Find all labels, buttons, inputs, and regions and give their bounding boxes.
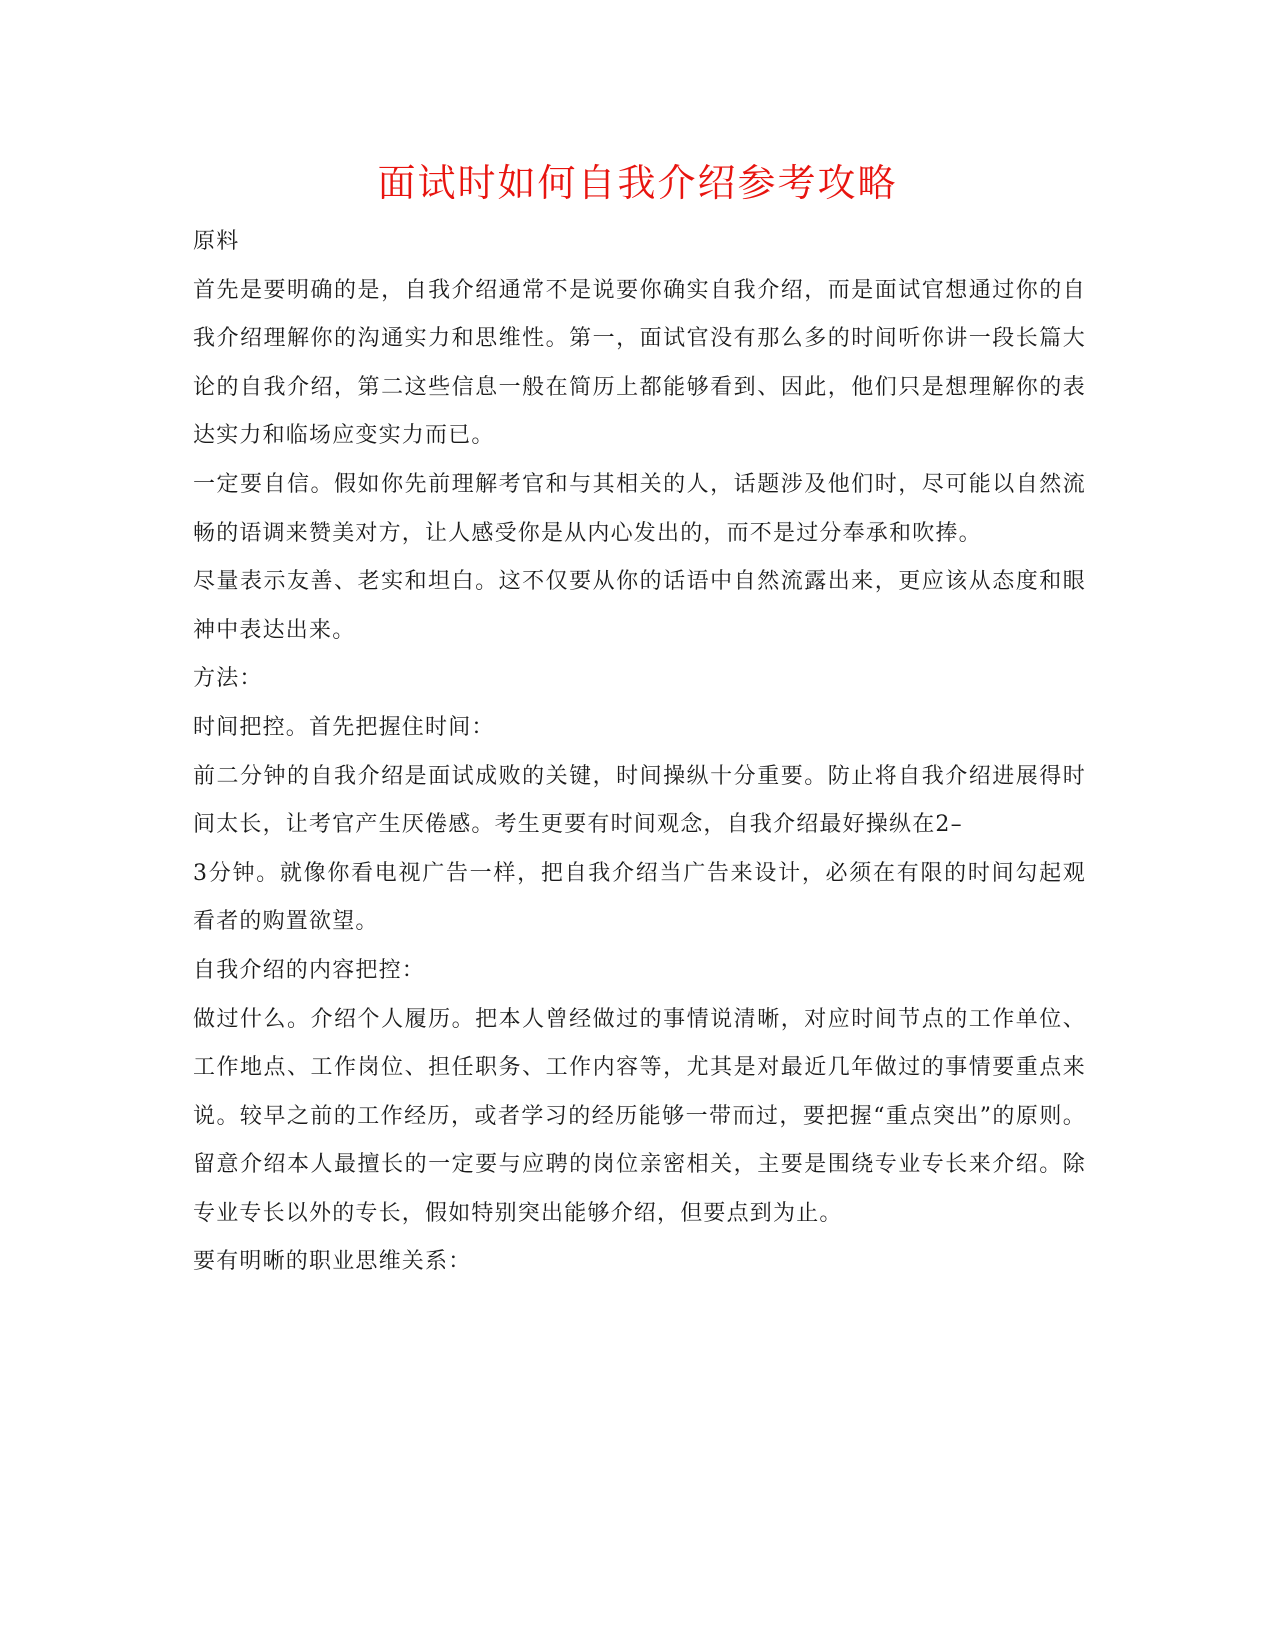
paragraph-time-control: 前二分钟的自我介绍是面试成败的关键，时间操纵十分重要。防止将自我介绍进展得时间太长，让考官产生厌倦感。考生更要有时间观念，自我介绍最好操纵在2–	[193, 763, 1086, 838]
paragraph-methods-heading: 方法：	[193, 666, 263, 692]
paragraph-experience: 做过什么。介绍个人履历。把本人曾经做过的事情说清晰，对应时间节点的工作单位、工作地点、工作岗位、担任职务、工作内容等，尤其是对最近几年做过的事情要重点来说。较早之前的工作经历，或者学习的经历能够一带而过，要把握“重点突出”的原则。留意介绍本人最擅长的一定要与应聘的岗位亲密相关，主要是围绕专业专长来介绍。除专业专长以外的专长，假如特别突出能够介绍，但要点到为止。	[193, 1006, 1086, 1226]
document-title: 面试时如何自我介绍参考攻略	[377, 161, 898, 205]
paragraph-confidence: 一定要自信。假如你先前理解考官和与其相关的人，话题涉及他们时，尽可能以自然流畅的语调来赞美对方，让人感受你是从内心发出的，而不是过分奉承和吹捧。	[193, 471, 1086, 546]
document-body	[193, 218, 1086, 1287]
paragraph-intro: 首先是要明确的是，自我介绍通常不是说要你确实自我介绍，而是面试官想通过你的自我介绍理解你的沟通实力和思维性。第一，面试官没有那么多的时间听你讲一段长篇大论的自我介绍，第二这些信息一般在简历上都能够看到、因此，他们只是想理解你的表达实力和临场应变实力而已。	[193, 277, 1086, 449]
paragraph-materials-heading: 原料	[193, 229, 240, 254]
paragraph-time-control-continued: 3分钟。就像你看电视广告一样，把自我介绍当广告来设计，必须在有限的时间勾起观看者的购置欲望。	[193, 860, 1086, 935]
paragraph-friendliness: 尽量表示友善、老实和坦白。这不仅要从你的话语中自然流露出来，更应该从态度和眼神中表达出来。	[193, 569, 1086, 643]
paragraph-career-thinking-heading: 要有明晰的职业思维关系：	[193, 1249, 472, 1275]
paragraph-time-control-heading: 时间把控。首先把握住时间：	[193, 714, 495, 740]
paragraph-content-control-heading: 自我介绍的内容把控：	[193, 957, 426, 983]
